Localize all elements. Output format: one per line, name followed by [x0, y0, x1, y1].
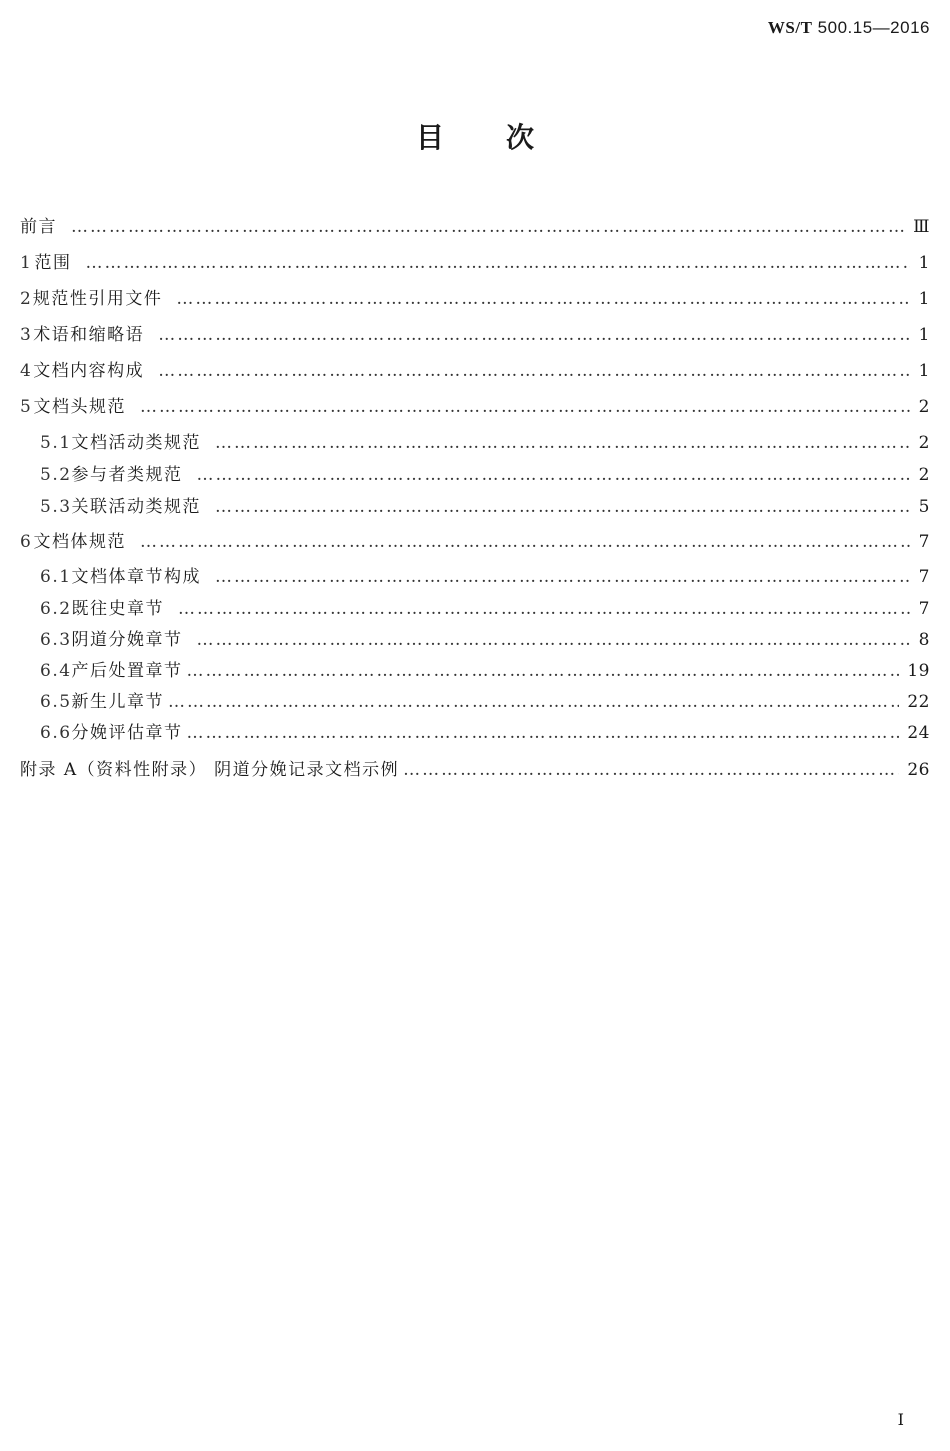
toc-entry-number: 6.1	[40, 567, 72, 587]
toc-entry-page: 2	[918, 397, 930, 417]
toc-entry-number: 5.1	[40, 433, 72, 453]
toc-entry-number: 3	[20, 325, 33, 345]
toc-entry-label: 附录 A（资料性附录） 阴道分娩记录文档示例	[20, 760, 400, 780]
toc-entry[interactable]	[20, 594, 930, 619]
dot-leader	[158, 361, 910, 381]
toc-entry-label: 前言	[20, 217, 57, 237]
toc-entry-number: 6.3	[40, 630, 72, 650]
toc-entry-label: 文档活动类规范	[71, 433, 202, 453]
toc-entry-label: 参与者类规范	[71, 465, 183, 485]
toc-entry-page: 26	[907, 760, 930, 780]
toc-entry[interactable]	[20, 625, 930, 650]
toc-entry[interactable]	[20, 492, 930, 517]
toc-entry-page: 22	[907, 692, 930, 712]
dot-leader	[178, 599, 910, 619]
toc-entry-number: 5.2	[40, 465, 72, 485]
toc-entry-label: 规范性引用文件	[32, 289, 163, 309]
toc-entry[interactable]	[20, 320, 930, 345]
toc-entry-page: 2	[918, 465, 930, 485]
toc-entry-number: 1	[20, 253, 33, 273]
dot-leader	[215, 433, 910, 453]
toc-entry-page: 7	[918, 599, 930, 619]
toc-entry-page: 7	[918, 532, 930, 552]
toc-entry[interactable]	[20, 248, 930, 273]
toc-entry-number: 6.5	[40, 692, 72, 712]
dot-leader	[140, 532, 910, 552]
toc-entry-page: 2	[918, 433, 930, 453]
toc-entry-label: 关联活动类规范	[71, 497, 202, 517]
page-title: 目次	[415, 121, 596, 154]
toc-entry-number: 2	[20, 289, 33, 309]
toc-entry-number: 6.4	[40, 661, 72, 681]
dot-leader	[187, 723, 900, 743]
toc-entry-label: 文档体章节构成	[71, 567, 202, 587]
toc-entry-page: Ⅲ	[913, 217, 930, 237]
toc-entry-label: 文档体规范	[33, 532, 127, 552]
standard-code-prefix: WS/T	[767, 18, 813, 37]
toc-entry-label: 分娩评估章节	[71, 723, 183, 743]
toc-entry[interactable]	[20, 562, 930, 587]
dot-leader	[140, 397, 910, 417]
toc-entry[interactable]	[20, 718, 930, 743]
toc-entry-page: 1	[918, 253, 930, 273]
dot-leader	[197, 630, 910, 650]
toc-entry[interactable]	[20, 392, 930, 417]
toc-entry-label: 范围	[34, 253, 72, 273]
toc-entry-label: 术语和缩略语	[33, 325, 145, 345]
toc-entry[interactable]	[20, 687, 930, 712]
standard-code	[768, 18, 930, 38]
toc-entry-label: 新生儿章节	[71, 692, 165, 712]
toc-entry[interactable]	[20, 460, 930, 485]
toc-entry-page: 7	[918, 567, 930, 587]
dot-leader	[158, 325, 910, 345]
dot-leader	[215, 567, 910, 587]
toc-entry-label: 既往史章节	[71, 599, 165, 619]
toc-entry[interactable]	[20, 428, 930, 453]
toc-entry-label: 文档头规范	[33, 397, 127, 417]
toc-entry[interactable]	[20, 356, 930, 381]
toc-entry-page: 5	[918, 497, 930, 517]
toc-entry-page: 19	[907, 661, 930, 681]
toc-entry-label: 产后处置章节	[71, 661, 183, 681]
toc-entry-label: 文档内容构成	[33, 361, 145, 381]
dot-leader	[71, 217, 905, 237]
toc-entry-number: 6.2	[40, 599, 72, 619]
dot-leader	[85, 253, 910, 273]
toc-entry-label: 阴道分娩章节	[71, 630, 183, 650]
toc-entry[interactable]	[20, 656, 930, 681]
toc-entry[interactable]	[20, 284, 930, 309]
dot-leader	[187, 661, 900, 681]
toc-entry-page: 8	[918, 630, 930, 650]
toc-entry[interactable]	[20, 527, 930, 552]
page-number: I	[897, 1410, 904, 1429]
toc-entry[interactable]	[20, 755, 930, 780]
toc-entry-page: 1	[918, 361, 930, 381]
dot-leader	[197, 465, 910, 485]
dot-leader	[168, 692, 899, 712]
toc-entry[interactable]	[20, 212, 930, 237]
dot-leader	[215, 497, 910, 517]
toc-entry-number: 5	[20, 397, 33, 417]
toc-entry-number: 6	[20, 532, 33, 552]
standard-code-number: 500.15—2016	[817, 18, 930, 37]
toc-entry-number: 6.6	[40, 723, 72, 743]
toc-entry-number: 5.3	[40, 497, 72, 517]
dot-leader	[176, 289, 910, 309]
toc-entry-page: 24	[907, 723, 930, 743]
toc-entry-page: 1	[918, 289, 930, 309]
toc-entry-page: 1	[918, 325, 930, 345]
toc-entry-number: 4	[20, 361, 33, 381]
dot-leader	[403, 760, 899, 780]
